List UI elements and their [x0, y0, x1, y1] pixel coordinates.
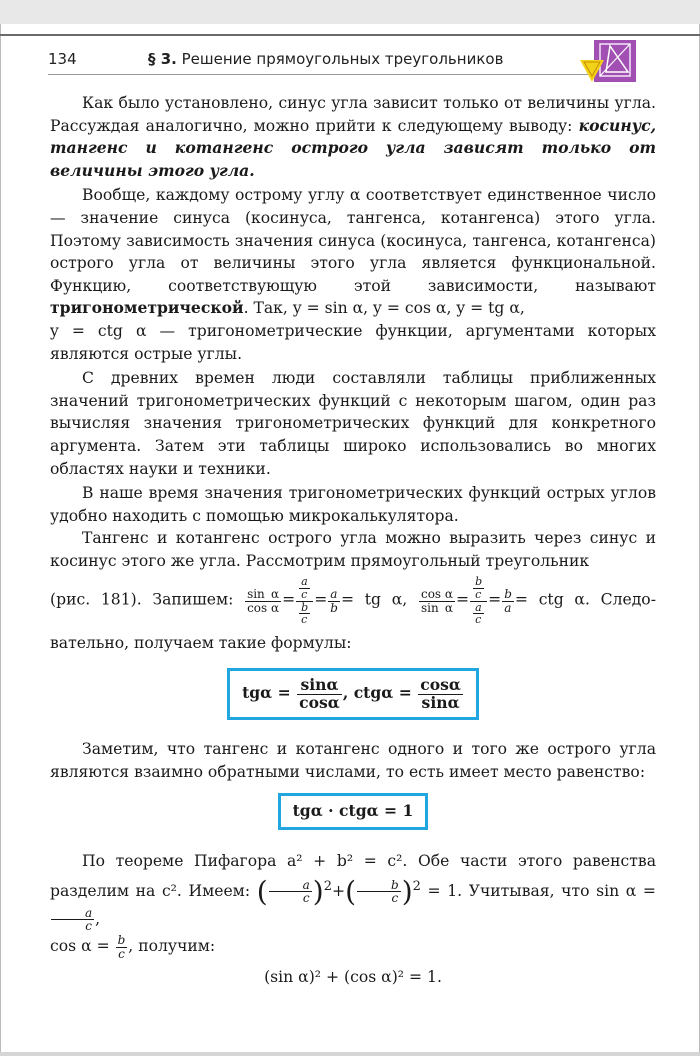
paragraph-4: В наше время значения тригонометрических функций острых углов удобно находить с помощью микрокалькулятора.	[50, 484, 656, 525]
paragraph-2-cont	[50, 320, 656, 365]
term-trigonometric: тригонометрической	[50, 298, 244, 318]
a-over-c-over-b-over-c	[296, 576, 313, 625]
var-a: a	[269, 879, 312, 893]
b-over-c-over-a-over-c	[470, 576, 487, 625]
paragraph-1	[50, 92, 656, 182]
cos-over-sin-bold	[418, 677, 463, 711]
b-over-a-fraction	[502, 588, 514, 614]
cos-over-sin-fraction	[419, 588, 455, 614]
page-body	[50, 92, 656, 989]
viewer-top-bar	[0, 0, 700, 24]
var-b: b	[301, 600, 309, 614]
a-over-c-squared	[269, 879, 312, 905]
hyphenated-tail: Следо-	[600, 591, 656, 610]
paragraph-6: вательно, получаем такие формулы:	[50, 633, 352, 652]
var-c: c	[391, 891, 399, 906]
formula-box-2: tgα · ctgα = 1	[278, 793, 429, 830]
formula-box-1-wrap	[50, 668, 656, 720]
sin-a-over-c	[51, 907, 94, 933]
geometry-logo-icon	[578, 30, 658, 90]
ctg-result: = ctg α.	[514, 591, 590, 610]
cos-label: cos α	[247, 600, 280, 615]
var-a: a	[504, 600, 512, 615]
formula-box-2-wrap	[50, 793, 656, 830]
a-over-b-fraction	[328, 588, 340, 614]
paragraph-7: Заметим, что тангенс и котангенс одного и того же острого угла являются взаимно обратными числами, то есть имеет место равенство:	[50, 739, 656, 781]
paragraph-5: Тангенс и котангенс острого угла можно выразить через синус и косинус этого же угла. Рассмотрим прямоугольный треугольник	[50, 529, 656, 570]
section-title	[148, 50, 503, 68]
formula-box-1	[227, 668, 479, 720]
var-c: c	[85, 919, 92, 934]
var-c: c	[301, 613, 308, 627]
tg-result: = tg α,	[340, 591, 408, 610]
var-a: a	[328, 588, 340, 602]
final-identity: (sin α)² + (cos α)² = 1.	[264, 968, 442, 987]
var-a: a	[301, 575, 308, 589]
paragraph-8-cont	[50, 933, 656, 960]
var-c: c	[475, 613, 482, 627]
paragraph-1-text: Как было установлено, синус угла зависит только от величины угла. Рассуждая аналогично, можно прийти к следующему выводу:	[50, 94, 656, 135]
formula-separator: ,	[342, 683, 349, 703]
running-header	[48, 50, 648, 72]
cos-label: cos α	[420, 586, 454, 601]
formula-lead: (рис. 181). Запишем:	[50, 591, 234, 610]
ctg-label: ctgα =	[353, 683, 412, 703]
we-get: , получим:	[128, 937, 216, 956]
function-list-2: y = ctg α — тригонометрические функции, аргументами которых являются острые углы.	[50, 321, 656, 363]
section-title-text: Решение прямоугольных треугольников	[181, 50, 504, 68]
var-b: b	[117, 932, 126, 947]
equals-one-considering: = 1. Учитывая, что sin α =	[427, 881, 656, 900]
var-a: a	[475, 600, 482, 614]
var-b: b	[330, 600, 338, 615]
var-b: b	[357, 879, 401, 893]
var-a: a	[51, 907, 94, 921]
sin-label: sin α	[247, 586, 280, 601]
cos-bold: cosα	[420, 675, 461, 695]
header-rule	[48, 74, 608, 75]
var-b: b	[504, 586, 512, 601]
tg-label: tgα =	[242, 683, 291, 703]
cos-lead: cos α =	[50, 937, 110, 956]
var-c: c	[302, 891, 310, 906]
conclusion-emphasis: косинус, тангенс и котангенс острого угла зависят только от величины этого угла.	[50, 115, 656, 180]
var-b: b	[475, 575, 483, 589]
cos-bold: cosα	[299, 692, 340, 712]
formula-line-1: (рис. 181). Запишем: $\frac{\text{sin α}}{\text{cos α}}$ = $\frac{\frac{a}{c}}{\frac{b}{c}}$ = $\frac{a}{b}$ = tg α, $\frac{\text{cos α}}{\text{sin α}}$ = $\frac{\frac{b}{c}}{\frac{a}{c}}$ = $\frac{b}{a}$ = ctg α. Следо-	[50, 575, 656, 627]
var-c: c	[475, 588, 482, 602]
paragraph-8: По теореме Пифагора a² + b² = c². Обе части этого равенства разделим на c². Имеем: ( $\frac{a}{c}$ )$^2$+( $\frac{b}{c}$ )$^2$ = 1. Учитывая, что sin α = $\frac{a}{c}$ ,	[50, 851, 656, 934]
function-list-1: . Так, y = sin α, y = cos α, y = tg α,	[243, 299, 525, 318]
paragraph-2-text: Вообще, каждому острому углу α соответствует единственное число — значение синуса (косинуса, тангенса, котангенса) этого угла. Поэтому зависимость значения синуса (косинуса, тангенса, котангенса) острого угла от величины этого угла является функциональной. Функцию, соответствующую этой зависимости, называют	[50, 186, 656, 295]
pythagoras-text: По теореме Пифагора a² + b² = c². Обе части этого равенства разделим на c². Имеем:	[50, 851, 656, 900]
paragraph-3: С древних времен люди составляли таблицы приближенных значений тригонометрических функций с некоторым шагом, один раз вычисляя значения тригонометрических функций для конкретного аргумента. Затем эти таблицы широко использовались во многих областях науки и техники.	[50, 369, 656, 478]
page-number: 134	[48, 50, 77, 68]
page-bottom-border	[0, 1052, 700, 1056]
sin-bold: sinα	[421, 692, 460, 712]
cos-b-over-c	[116, 934, 128, 960]
sin-over-cos-bold	[297, 677, 342, 711]
paragraph-2	[50, 184, 656, 320]
b-over-c-squared	[357, 879, 401, 905]
section-number: § 3.	[148, 50, 177, 68]
sin-label: sin α	[420, 600, 454, 615]
sin-bold: sinα	[297, 677, 342, 694]
var-c: c	[118, 946, 125, 961]
var-c: c	[301, 588, 308, 602]
sin-over-cos-fraction	[245, 588, 281, 614]
